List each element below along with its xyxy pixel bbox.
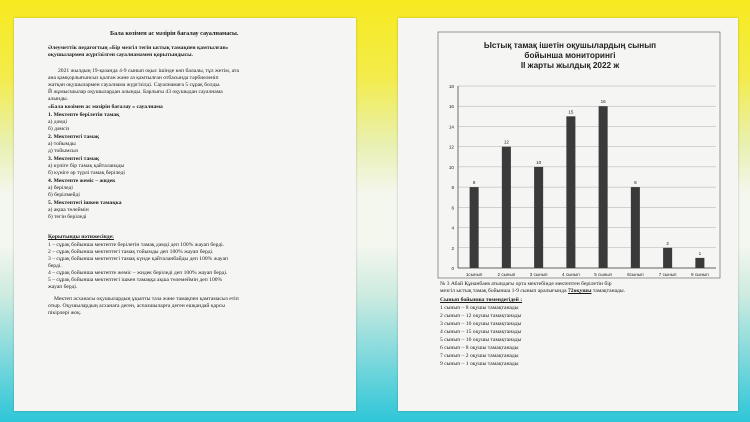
chart-title-line-2: бойынша мониторингі	[524, 51, 616, 60]
result-line-4: берді.	[48, 263, 62, 269]
list-item: 6 сынып – 8 оқушы тамақтанады	[440, 345, 519, 351]
survey-subtitle: «Бала көзімен ас мәзірін бағалау » сауалнама	[48, 104, 163, 110]
bar-data-label: 8	[472, 180, 476, 186]
closing-line-3: пікірлері жоқ.	[48, 310, 82, 316]
chart-title-line-3: ІІ жарты жылдық 2022 ж	[520, 61, 620, 70]
list-item: 3 сынып – 10 оқушы тамақтанады	[440, 321, 522, 327]
answer-3b: б) күнiге әр түрлі тамақ беріледі	[48, 170, 125, 176]
body-line-3: жатқан оқушылармен сауалнама жүргізілді. Сауалнамаға 5 сұрақ болды.	[48, 82, 221, 88]
x-tick-label: 4 сынып	[561, 272, 580, 277]
bar-data-label: 1	[698, 250, 702, 256]
summary-line-2	[440, 288, 625, 295]
result-line-7: жауап берді.	[48, 284, 78, 290]
bar-data-label: 10	[536, 159, 542, 165]
survey-document-page	[14, 18, 356, 411]
result-line-5: 4 – сұрақ бойынша мектепте жеміс – жидек беріледі деп 100% жауап берді.	[48, 270, 228, 276]
list-title: Сынып бойынша төмендегідей :	[440, 297, 523, 303]
summary-highlight: 72оқушы	[567, 288, 592, 294]
body-line-2: ана қамқорлығынсыз қалған және аз қамтылған отбасында тәрбиеленіп	[48, 75, 219, 81]
answer-1b: б) дәмсіз	[48, 126, 70, 132]
list-item: 9 сынып – 1 оқушы тамақтанады	[440, 361, 519, 367]
closing-line-2: отыр. Оқушылардың асханаға деген, аспазшыларға деген ешқандай қарсы	[48, 303, 226, 309]
x-tick-label: 9 сынып	[690, 272, 709, 277]
answer-5b: б) тегін беріледі	[48, 214, 87, 220]
monitoring-document-page	[398, 18, 738, 411]
x-tick-label: 3 сынып	[529, 272, 548, 277]
chart-bar	[534, 167, 543, 268]
y-tick-label: 14	[448, 124, 454, 130]
summary-text: мезгіл ыстық тамақ бойынша 1-9 сынып аралығында	[440, 288, 567, 294]
answer-2a: а) тойымды	[48, 141, 76, 147]
result-line-3: 3 – сұрақ бойынша мектептегі тамақ күнде қайталанбайды деп 100% жауап	[48, 256, 228, 262]
closing-line-1: Мектеп асханасы оқушылардың ұқыпты таза және тамақпен қамтамасыз етіп	[54, 296, 239, 302]
answer-4b: б) берілмейді	[48, 192, 80, 198]
bar-data-label: 12	[503, 139, 509, 145]
x-tick-label: 5 сынып	[594, 272, 613, 277]
y-tick-label: 12	[448, 144, 454, 150]
question-2: 2. Мектептегі тамақ	[48, 134, 100, 140]
y-tick-label: 2	[451, 245, 454, 251]
question-5: 5. Мектептегі ішкен тамақка	[48, 200, 122, 206]
answer-3a: а) күнiге бір тамақ қайталанады	[48, 163, 125, 169]
list-item: 4 сынып – 15 оқушы тамақтанады	[440, 329, 522, 335]
answer-4a: а) беріледі	[48, 185, 73, 191]
result-line-2: 2 – сұрақ бойынша мектептегі тамақ тойымды деп 100% жауап берді.	[48, 249, 214, 255]
x-tick-label: 2 сынып	[497, 272, 516, 277]
chart-plot-area	[449, 84, 716, 277]
list-item: 2 сынып – 12 оқушы тамақтанады	[440, 313, 522, 319]
y-tick-label: 16	[448, 104, 454, 110]
question-3: 3. Мектептегі тамақ	[48, 156, 100, 162]
body-line-1: 2021 жылдың 19-қазанда 4-9 сынып оқыс ішінде көп балалы, тұл жетім, ата	[58, 68, 239, 74]
chart-bar	[631, 187, 640, 268]
answer-1a: а) дәмді	[48, 119, 68, 125]
y-tick-label: 8	[451, 185, 454, 191]
list-item: 5 сынып – 16 оқушы тамақтанады	[440, 337, 522, 343]
chart-bar	[502, 147, 511, 268]
survey-title: Бала көзімен ас мәзірін бағалау сауалнамасы.	[110, 30, 239, 37]
question-4: 4. Мектепте жеміс – жидек	[48, 178, 116, 184]
answer-5a: а) ақша төлеймін	[48, 207, 89, 213]
chart-bar	[566, 116, 575, 268]
summary-line-1: № 3 Абай Құнанбаев атындағы орта мектебінде мектептен берілетін бір	[440, 281, 612, 287]
chart-bar	[663, 248, 672, 268]
body-line-4: Й жұмысшылар оқушылардан алынды. Барлығы 43 оқушыдан сауалнама	[48, 89, 223, 95]
y-tick-label: 6	[451, 205, 454, 211]
bar-data-label: 8	[634, 180, 637, 186]
chart-title-line-1: Ыстық тамақ ішетін оқушылардың сынып	[483, 41, 657, 50]
question-1: 1. Мектепте берілетін тамақ	[48, 112, 120, 118]
list-item: 7 сынып – 2 оқушы тамақтанады	[440, 353, 519, 359]
y-tick-label: 4	[451, 225, 454, 231]
y-tick-label: 0	[451, 266, 454, 271]
bar-data-label: 2	[666, 240, 669, 246]
answer-2b: д) тойымсыз	[48, 148, 79, 154]
bar-data-label: 16	[600, 99, 606, 105]
result-line-6: 5 – сұрақ бойынша мектептегі ішкен тамаққа ақша төлемеймін деп 100%	[48, 277, 223, 283]
chart-bar	[470, 187, 479, 268]
x-tick-label: 1сынып	[465, 272, 483, 277]
y-tick-label: 18	[448, 84, 454, 89]
list-item: 1 сынып – 8 оқушы тамақтанады	[440, 305, 519, 311]
y-tick-label: 10	[448, 164, 454, 170]
chart-bar	[599, 106, 608, 268]
x-tick-label: 7 сынып	[658, 272, 677, 277]
intro-line-1: Әлеуметтік педагогтың «Бір мезгіл тегін ыстық тамақпен қамтылған»	[48, 45, 229, 51]
result-line-1: 1 – сұрақ бойынша мектепте берілетін тамақ дәмді деп 100% жауап берді.	[48, 242, 225, 248]
x-tick-label: 6сынып	[627, 272, 644, 277]
chart-bar	[695, 258, 704, 268]
bar-data-label: 15	[568, 109, 574, 115]
monitoring-bar-chart	[398, 18, 738, 318]
results-title: Қорытынды нәтижесінде:	[48, 234, 114, 240]
summary-tail: тамақтанады.	[592, 288, 626, 294]
body-line-5: алынды.	[48, 96, 69, 102]
intro-line-2: оқушылармен жүргізілген сауалнамамен қорытындысы.	[48, 52, 193, 58]
